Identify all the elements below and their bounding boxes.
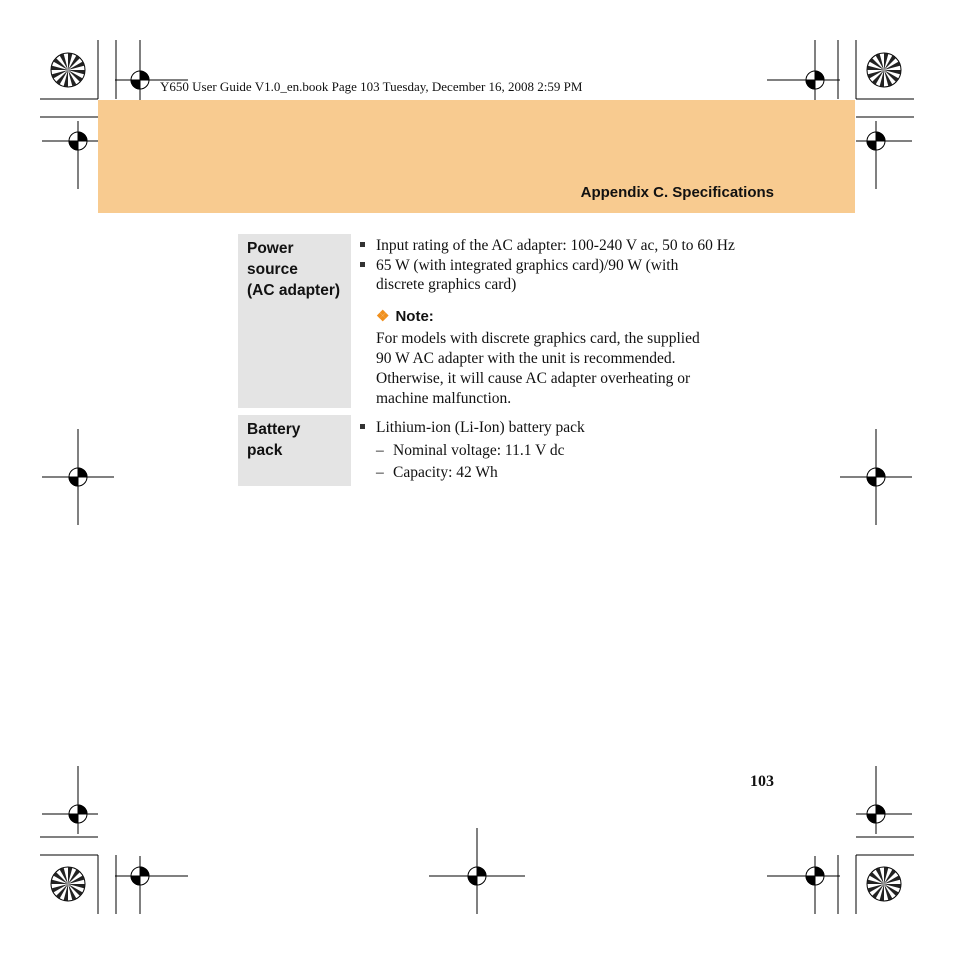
label-power-line1: Power source	[247, 240, 298, 278]
note-heading: ❖ Note:	[376, 308, 434, 325]
starburst-mark	[51, 53, 85, 87]
starburst-mark	[867, 53, 901, 87]
page-number: 103	[750, 773, 774, 790]
power-source-content	[360, 236, 790, 409]
list-subitem: – Capacity: 42 Wh	[376, 464, 498, 481]
note-text: For models with discrete graphics card, the supplied 90 W AC adapter with the unit is recommended. Otherwise, it will cause AC adapter overheating or machine malfunction.	[376, 330, 700, 407]
list-item: 65 W (with integrated graphics card)/90 W (with discrete graphics card)	[360, 256, 790, 294]
label-battery-line2: pack	[247, 442, 283, 459]
starburst-mark	[51, 867, 85, 901]
list-item: Lithium-ion (Li-Ion) battery pack	[360, 417, 790, 439]
bullet-icon	[360, 242, 365, 247]
list-subitem: – Nominal voltage: 11.1 V dc	[376, 442, 565, 459]
list-item: Input rating of the AC adapter: 100-240 V ac, 50 to 60 Hz	[360, 236, 790, 255]
label-battery-pack	[238, 415, 351, 486]
diamond-note-icon: ❖	[376, 308, 390, 325]
label-power-line2: (AC adapter)	[247, 282, 341, 299]
bullet-icon	[360, 424, 365, 429]
battery-content	[360, 417, 790, 484]
page-header-title: Appendix C. Specifications	[580, 184, 774, 201]
starburst-mark	[867, 867, 901, 901]
label-battery-line1: Battery	[247, 421, 301, 438]
bullet-icon	[360, 262, 365, 267]
label-power-source	[238, 234, 351, 408]
print-info-line: Y650 User Guide V1.0_en.book Page 103 Tuesday, December 16, 2008 2:59 PM	[160, 79, 583, 94]
